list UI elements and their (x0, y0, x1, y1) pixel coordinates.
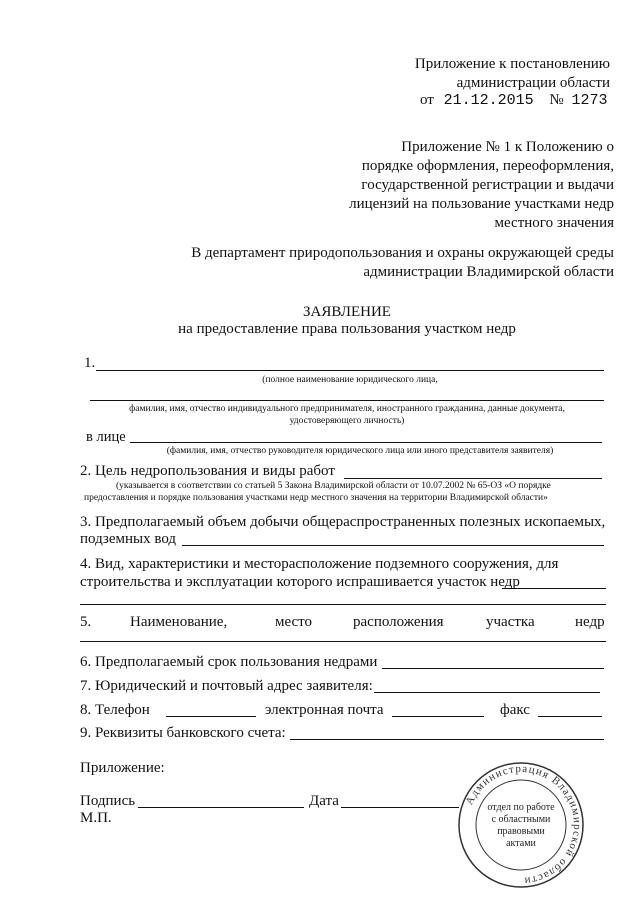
item1-face-label: в лице (86, 429, 126, 445)
fax-label: факс (500, 702, 530, 718)
item6-label: 6. Предполагаемый срок пользования недрами (80, 654, 378, 670)
item1-hint-3: удостоверяющего личность) (289, 416, 405, 426)
item5-line[interactable] (80, 641, 606, 642)
number-value: 1273 (571, 92, 608, 109)
header-line-2: администрации области (456, 75, 610, 91)
item1-hint-1: (полное наименование юридического лица, (262, 375, 438, 385)
official-stamp (456, 760, 586, 890)
item4-line[interactable] (502, 588, 606, 589)
header-date-line (420, 93, 607, 108)
item1-name-line[interactable] (96, 370, 604, 371)
item4-line-2: строительства и эксплуатации которого испрашивается участок недр (80, 574, 520, 590)
item5-w1: 5. (80, 614, 92, 630)
fax-field[interactable] (538, 716, 602, 717)
item1-hint-4: (фамилия, имя, отчество руководителя юридического лица или иного представителя заявителя) (166, 446, 554, 456)
item5-w4: расположения (353, 614, 444, 630)
stamp-center-4: актами (506, 838, 536, 849)
signature-label: Подпись (80, 793, 136, 809)
item8-label: 8. Телефон (80, 702, 150, 718)
attachment-label: Приложение: (80, 760, 165, 776)
header-line-1: Приложение к постановлению (414, 56, 610, 72)
appendix-line-1: Приложение № 1 к Положению о (401, 139, 614, 155)
item1-hint-2: фамилия, имя, отчество индивидуального предпринимателя, иностранного гражданина, данные документа, (129, 404, 565, 414)
stamp-center-1: отдел по работе (487, 802, 555, 813)
stamp-center-3: правовыми (497, 826, 545, 837)
signature-field[interactable] (138, 807, 304, 808)
page-subtitle: на предоставление права пользования участком недр (178, 321, 516, 337)
appendix-line-4: лицензий на пользование участками недр (349, 196, 614, 212)
appendix-line-3: государственной регистрации и выдачи (361, 177, 614, 193)
item2-hint-2: предоставления и порядке пользования участками недр местного значения на территории Владимирской области» (84, 493, 548, 503)
item5-w3: место (275, 614, 313, 630)
item7-line[interactable] (374, 692, 600, 693)
item5-w2: Наименование, (130, 614, 228, 630)
addressee-line-2: администрации Владимирской области (363, 264, 614, 280)
item1-line-2[interactable] (90, 400, 604, 401)
item7-label: 7. Юридический и почтовый адрес заявителя: (80, 678, 373, 694)
stamp-center-2: с областными (491, 814, 551, 825)
stamp-seal (456, 760, 586, 890)
item2-label: 2. Цель недропользования и виды работ (80, 463, 335, 479)
addressee-line-1: В департамент природопользования и охраны окружающей среды (191, 245, 614, 261)
date-field[interactable] (341, 807, 459, 808)
item5-w5: участка (486, 614, 535, 630)
mp-label: М.П. (80, 810, 112, 826)
item3-line-2: подземных вод (80, 531, 177, 547)
date-label: Дата (309, 793, 339, 809)
item9-line[interactable] (290, 739, 604, 740)
appendix-line-5: местного значения (494, 215, 614, 231)
appendix-line-2: порядке оформления, переоформления, (361, 158, 614, 174)
item2-line[interactable] (344, 478, 602, 479)
item9-label: 9. Реквизиты банковского счета: (80, 725, 286, 741)
item1-face-line[interactable] (130, 442, 602, 443)
email-field[interactable] (392, 716, 484, 717)
email-label: электронная почта (265, 702, 384, 718)
phone-field[interactable] (166, 716, 256, 717)
page-title: ЗАЯВЛЕНИЕ (303, 304, 391, 320)
item3-line[interactable] (182, 545, 604, 546)
number-prefix: № (549, 92, 564, 108)
item3-line-1: 3. Предполагаемый объем добычи общераспространенных полезных ископаемых, (80, 514, 606, 530)
date-value: 21.12.2015 (443, 92, 534, 109)
item6-line[interactable] (382, 668, 604, 669)
item1-number: 1. (84, 355, 96, 371)
item4-line-extra[interactable] (80, 604, 606, 605)
stamp-ring-text: Администрация Владимирской области (463, 762, 584, 888)
item2-hint-1: (указывается в соответствии со статьей 5 Закона Владимирской области от 10.07.2002 № 65-ОЗ «О порядке (116, 481, 551, 491)
date-prefix: от (420, 92, 434, 108)
item5-w6: недр (575, 614, 605, 630)
item4-line-1: 4. Вид, характеристики и месторасположение подземного сооружения, для (80, 556, 559, 572)
